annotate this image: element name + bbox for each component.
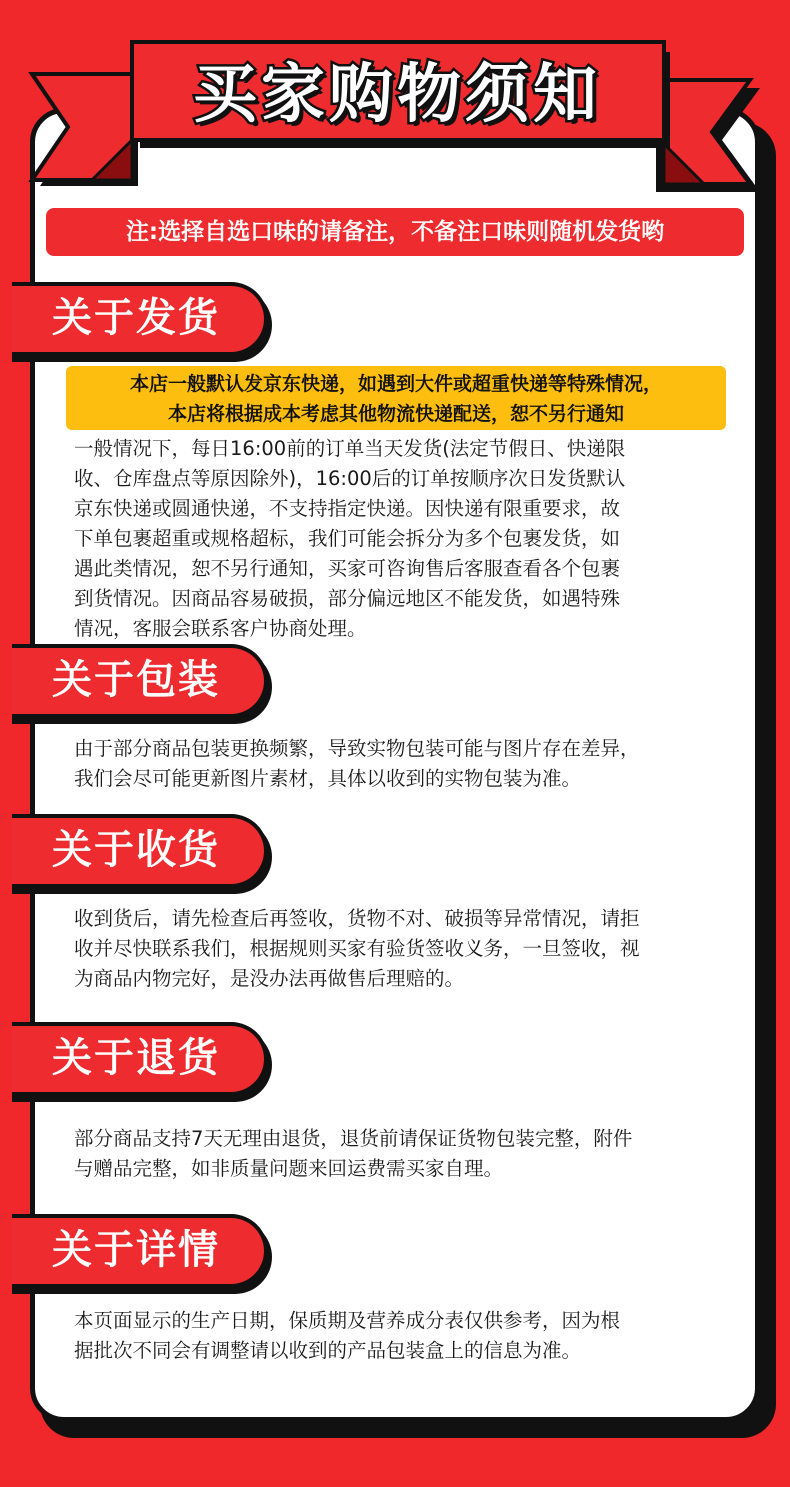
highlight-line: 本店将根据成本考虑其他物流快递配送，恕不另行通知	[167, 403, 624, 425]
page-title: 买家购物须知	[193, 58, 601, 132]
section-heading: 关于发货	[52, 295, 220, 341]
text-line: 据批次不同会有调整请以收到的产品包装盒上的信息为准。	[74, 1339, 582, 1362]
text-line: 京东快递或圆通快递，不支持指定快递。因快递有限重要求，故	[74, 497, 621, 520]
text-line: 到货情况。因商品容易破损，部分偏远地区不能发货，如遇特殊	[74, 587, 621, 610]
section-tag-shipping	[12, 282, 268, 356]
text-line: 由于部分商品包装更换频繁，导致实物包装可能与图片存在差异，	[74, 737, 640, 760]
section-heading: 关于退货	[52, 1035, 220, 1081]
text-line: 部分商品支持7天无理由退货，退货前请保证货物包装完整，附件	[74, 1127, 633, 1150]
receiving-text	[74, 904, 724, 994]
text-line: 情况，客服会联系客户协商处理。	[74, 617, 367, 640]
text-line: 收并尽快联系我们，根据规则买家有验货签收义务，一旦签收，视	[74, 937, 640, 960]
section-tag-packaging	[12, 644, 268, 718]
text-line: 下单包裹超重或规格超标，我们可能会拆分为多个包裹发货，如	[74, 527, 621, 550]
section-heading: 关于收货	[52, 827, 220, 873]
text-line: 收、仓库盘点等原因除外)，16:00后的订单按顺序次日发货默认	[74, 467, 626, 490]
shipping-text	[74, 434, 724, 644]
text-line: 本页面显示的生产日期，保质期及营养成分表仅供参考，因为根	[74, 1309, 621, 1332]
text-line: 收到货后，请先检查后再签收，货物不对、破损等异常情况，请拒	[74, 907, 640, 930]
section-tag-details	[12, 1214, 268, 1288]
section-heading: 关于详情	[52, 1227, 220, 1273]
text-line: 与赠品完整，如非质量问题来回运费需买家自理。	[74, 1157, 504, 1180]
notice-bar: 注:选择自选口味的请备注，不备注口味则随机发货哟	[46, 208, 744, 256]
section-tag-returns	[12, 1022, 268, 1096]
returns-text	[74, 1124, 724, 1184]
section-tag-receiving	[12, 814, 268, 888]
highlight-line: 本店一般默认发京东快递，如遇到大件或超重快递等特殊情况，	[129, 373, 662, 395]
text-line: 遇此类情况，恕不另行通知，买家可咨询售后客服查看各个包裹	[74, 557, 621, 580]
text-line: 我们会尽可能更新图片素材，具体以收到的实物包装为准。	[74, 767, 582, 790]
text-line: 为商品内物完好，是没办法再做售后理赔的。	[74, 967, 465, 990]
details-text	[74, 1306, 724, 1366]
packaging-text	[74, 734, 724, 794]
text-line: 一般情况下，每日16:00前的订单当天发货(法定节假日、快递限	[74, 437, 626, 460]
section-heading: 关于包装	[52, 657, 220, 703]
shipping-highlight	[66, 366, 726, 430]
